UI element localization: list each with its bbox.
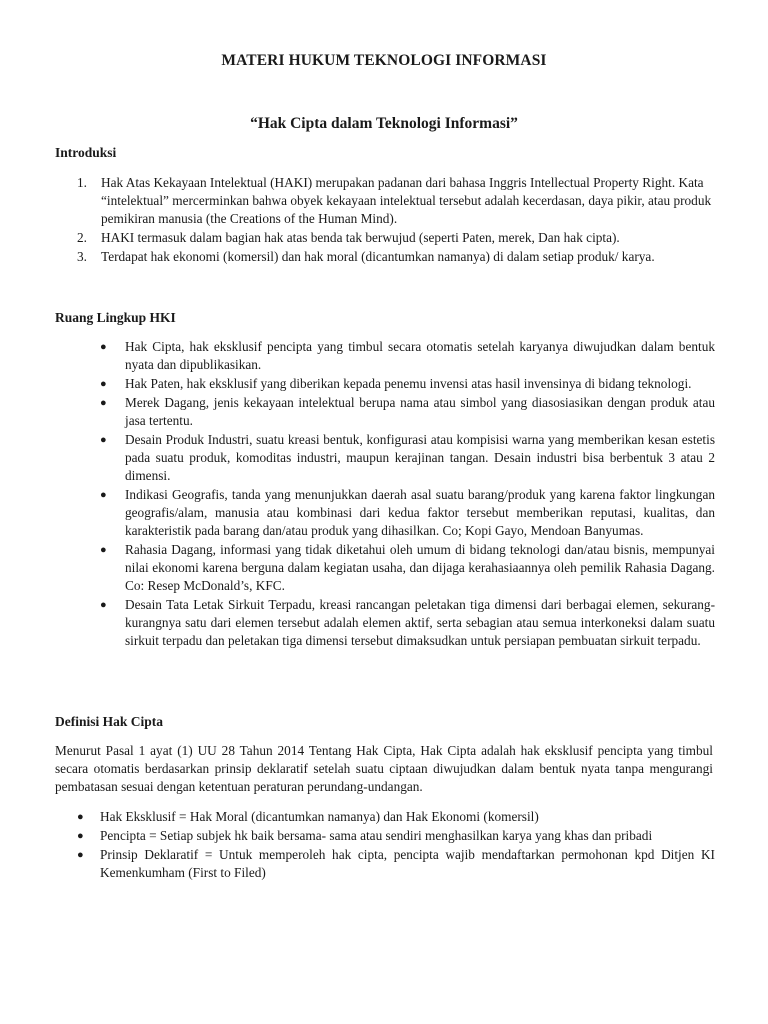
bullet-icon: ● [100,378,107,390]
list-item: 1. Hak Atas Kekayaan Intelektual (HAKI) merupakan padanan dari bahasa Inggris Intellectual Property Right. Kata “intelektual” mercerminkan bahwa obyek kekayaan intelektual tersebut adalah kecerdasan, daya pikir, atau produk pemikiran manusia (the Creations of the Human Mind). [77,175,712,226]
definisi-list [55,808,715,883]
definisi-paragraph: Menurut Pasal 1 ayat (1) UU 28 Tahun 2014 Tentang Hak Cipta, Hak Cipta adalah hak eksklusif pencipta yang timbul secara otomatis berdasarkan prinsip deklaratif setelah suatu ciptaan diwujudkan dalam bentuk nyata tanpa mengurangi pembatasan sesuai dengan ketentuan peraturan perundang-undangan. [55,743,713,794]
list-item-text: Prinsip Deklaratif = Untuk memperoleh hak cipta, pencipta wajib mendaftarkan permohonan kpd Ditjen KI Kemenkumham (First to Filed) [100,847,715,880]
list-item-text: Hak Atas Kekayaan Intelektual (HAKI) merupakan padanan dari bahasa Inggris Intellectual Property Right. Kata “intelektual” mercerminkan bahwa obyek kekayaan intelektual tersebut adalah kecerdasan, daya pikir, atau produk pemikiran manusia (the Creations of the Human Mind). [101,175,712,226]
list-item-text: Hak Eksklusif = Hak Moral (dicantumkan namanya) dan Hak Ekonomi (komersil) [100,809,539,824]
bullet-icon: ● [100,544,107,556]
bullet-icon: ● [77,830,84,842]
bullet-icon: ● [100,397,107,409]
list-item-text: HAKI termasuk dalam bagian hak atas benda tak berwujud (seperti Paten, merek, Dan hak cipta). [101,230,620,245]
bullet-icon: ● [100,489,107,501]
list-item-text: Desain Tata Letak Sirkuit Terpadu, kreasi rancangan peletakan tiga dimensi dari berbagai elemen, sekurang-kurangnya satu dari elemen tersebut adalah elemen aktif, serta sebagian atau semua interkoneksi dalam suatu sirkuit terpadu dan peletakan tiga dimensi tersebut dimaksudkan untuk persiapan pembuatan sirkuit terpadu. [125,597,715,648]
list-item [55,486,715,540]
list-item [55,808,715,826]
list-item: 2. HAKI termasuk dalam bagian hak atas benda tak berwujud (seperti Paten, merek, Dan hak cipta). [77,230,620,245]
section-heading-introduksi: Introduksi [55,145,117,160]
bullet-icon: ● [100,599,107,611]
bullet-icon: ● [77,849,84,861]
list-item [55,375,715,393]
list-item [55,338,715,374]
list-item-text: Pencipta = Setiap subjek hk baik bersama- sama atau sendiri menghasilkan karya yang khas dan pribadi [100,828,653,843]
list-item [55,827,715,845]
introduksi-list [55,174,715,267]
document-subtitle: “Hak Cipta dalam Teknologi Informasi” [250,115,518,132]
list-item [55,394,715,430]
list-item [55,431,715,485]
list-item-text: Indikasi Geografis, tanda yang menunjukkan daerah asal suatu barang/produk yang karena faktor lingkungan geografis/alam, manusia atau kombinasi dari kedua faktor tersebut memberikan reputasi, kualitas, dan karakteristik pada barang dan/atau produk yang dihasilkan. Co; Kopi Gayo, Mendoan Banyumas. [125,487,715,538]
bullet-icon: ● [100,434,107,446]
list-item-text: Hak Cipta, hak eksklusif pencipta yang timbul secara otomatis setelah karyanya diwujudkan dalam bentuk nyata dan dipublikasikan. [125,339,715,372]
list-item-text: Merek Dagang, jenis kekayaan intelektual berupa nama atau simbol yang diasosiasikan dengan produk atau jasa tertentu. [125,395,715,428]
list-item-text: Terdapat hak ekonomi (komersil) dan hak moral (dicantumkan namanya) di dalam setiap produk/ karya. [101,249,655,264]
section-heading-ruang-lingkup: Ruang Lingkup HKI [55,310,176,325]
list-item [55,846,715,882]
list-item-text: Rahasia Dagang, informasi yang tidak diketahui oleh umum di bidang teknologi dan/atau bisnis, mempunyai nilai ekonomi karena berguna dalam kegiatan usaha, dan dijaga kerahasiaannya oleh pemilik Rahasia Dagang. Co: Resep McDonald’s, KFC. [125,542,715,593]
list-item-text: Hak Paten, hak eksklusif yang diberikan kepada penemu invensi atas hasil invensinya di bidang teknologi. [125,376,692,391]
list-item: 3. Terdapat hak ekonomi (komersil) dan hak moral (dicantumkan namanya) di dalam setiap produk/ karya. [77,249,655,264]
bullet-icon: ● [100,341,107,353]
ruang-lingkup-list [55,338,715,651]
list-item-text: Desain Produk Industri, suatu kreasi bentuk, konfigurasi atau kompisisi warna yang memberikan kesan estetis pada suatu produk, komoditas industri, maupun kerajinan tangan. Desain industri bisa berbentuk 3 atau 2 dimensi. [125,432,715,483]
list-item [55,541,715,595]
list-item [55,596,715,650]
document-title: MATERI HUKUM TEKNOLOGI INFORMASI [221,52,547,69]
bullet-icon: ● [77,811,84,823]
section-heading-definisi: Definisi Hak Cipta [55,714,164,729]
